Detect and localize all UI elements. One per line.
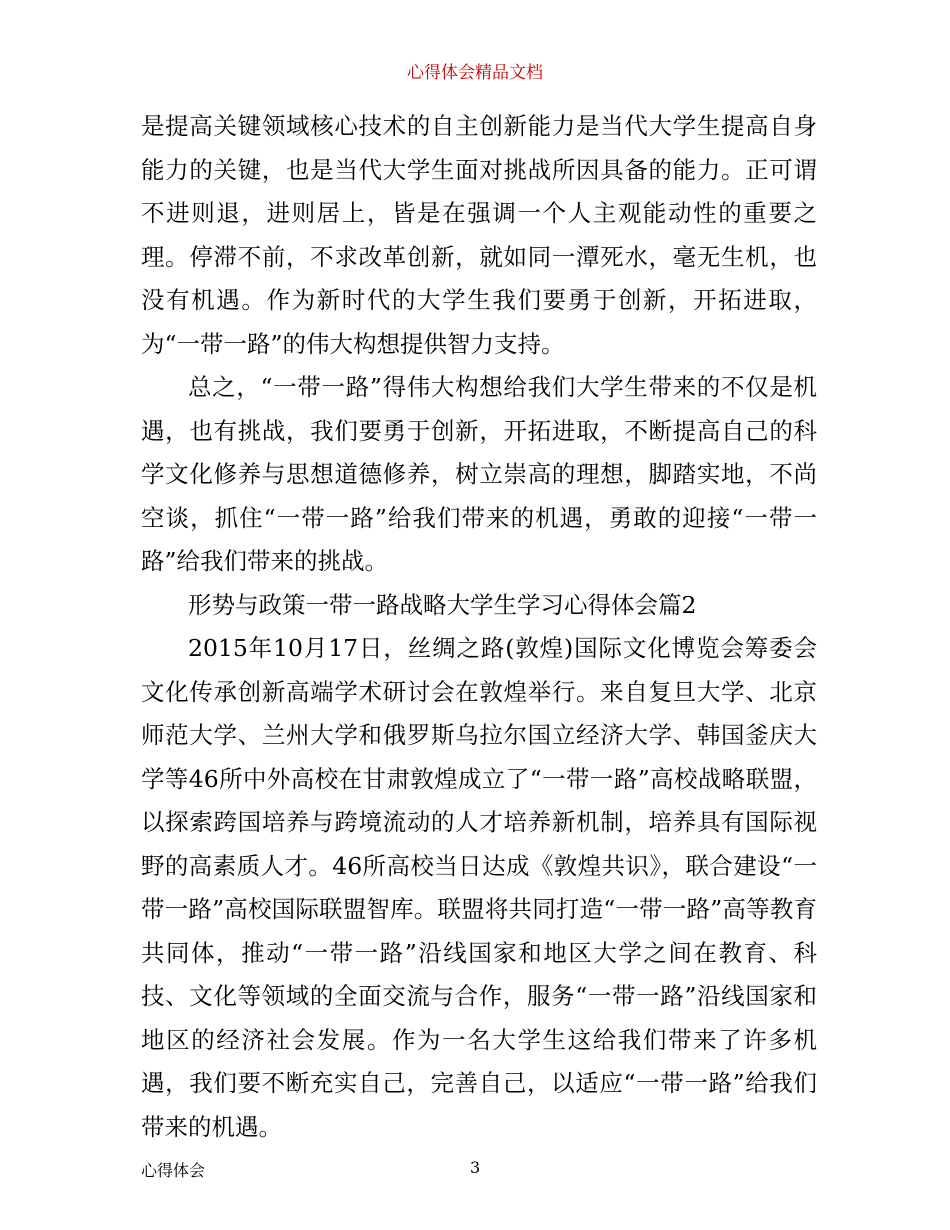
body-paragraph-1: 是提高关键领域核心技术的自主创新能力是当代大学生提高自身能力的关键，也是当代大学生面对挑战所因具备的能力。正可谓不进则退，进则居上，皆是在强调一个人主观能动性的重要之理。停滞不前，不求改革创新，就如同一潭死水，毫无生机，也没有机遇。作为新时代的大学生我们要勇于创新，开拓进取，为“一带一路”的伟大构想提供智力支持。	[141, 112, 817, 358]
page-header-title: 心得体会精品文档	[407, 63, 543, 83]
document-body	[141, 105, 817, 1149]
body-paragraph-2: 总之，“一带一路”得伟大构想给我们大学生带来的不仅是机遇，也有挑战，我们要勇于创新，开拓进取，不断提高自己的科学文化修养与思想道德修养，树立崇高的理想，脚踏实地，不尚空谈，抓住“一带一路”给我们带来的机遇，勇敢的迎接“一带一路”给我们带来的挑战。	[141, 373, 817, 575]
section-heading: 形势与政策一带一路战略大学生学习心得体会篇2	[188, 590, 697, 619]
page-number: 3	[470, 1158, 481, 1177]
body-paragraph-3: 2015年10月17日，丝绸之路(敦煌)国际文化博览会筹委会文化传承创新高端学术研讨会在敦煌举行。来自复旦大学、北京师范大学、兰州大学和俄罗斯乌拉尔国立经济大学、韩国釜庆大学等46所中外高校在甘肃敦煌成立了“一带一路”高校战略联盟，以探索跨国培养与跨境流动的人才培养新机制，培养具有国际视野的高素质人才。46所高校当日达成《敦煌共识》，联合建设“一带一路”高校国际联盟智库。联盟将共同打造“一带一路”高等教育共同体，推动“一带一路”沿线国家和地区大学之间在教育、科技、文化等领域的全面交流与合作，服务“一带一路”沿线国家和地区的经济社会发展。作为一名大学生这给我们带来了许多机遇，我们要不断充实自己，完善自己，以适应“一带一路”给我们带来的机遇。	[141, 634, 817, 1141]
footer-label: 心得体会	[141, 1161, 206, 1180]
